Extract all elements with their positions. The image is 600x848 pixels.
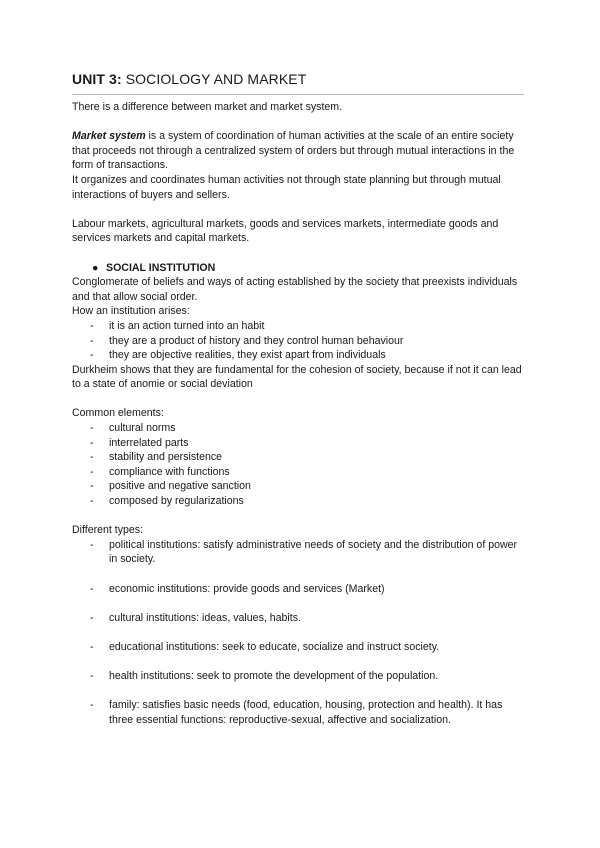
list-item: - compliance with functions <box>90 465 230 478</box>
intro-paragraph: There is a difference between market and market system. <box>72 101 343 113</box>
social-institution-heading: ● SOCIAL INSTITUTION <box>92 261 216 274</box>
document-page <box>72 70 524 728</box>
list-item: - positive and negative sanction <box>90 480 251 493</box>
list-item: - it is an action turned into an habit <box>90 319 265 332</box>
list-item: - composed by regularizations <box>90 495 244 508</box>
markets-list-paragraph: Labour markets, agricultural markets, goods and services markets, intermediate goods and services markets and capital markets. <box>72 217 499 245</box>
list-item: - political institutions: satisfy administrative needs of society and the distribution of power in society. <box>90 538 518 566</box>
list-item: - they are a product of history and they control human behaviour <box>90 334 404 347</box>
title-divider <box>72 94 524 95</box>
list-item: - cultural institutions: ideas, values, habits. <box>90 611 301 624</box>
durkheim-paragraph: Durkheim shows that they are fundamental for the cohesion of society, because if not it can lead to a state of anomie or social deviation <box>72 363 522 391</box>
list-item: - educational institutions: seek to educate, socialize and instruct society. <box>90 640 440 653</box>
types-list <box>72 538 524 728</box>
list-item: - family: satisfies basic needs (food, education, housing, protection and health). It has three essential functions: reproductive-sexual, affective and socialization. <box>90 699 503 726</box>
bullet-icon: ● <box>92 261 99 274</box>
list-item: - interrelated parts <box>90 436 189 449</box>
common-elements-list <box>72 421 524 509</box>
types-label: Different types: <box>72 524 144 537</box>
list-item: - cultural norms <box>90 422 176 435</box>
list-item: - stability and persistence <box>90 451 223 464</box>
social-institution-definition: Conglomerate of beliefs and ways of acting established by the society that preexists individuals and that allow social order. <box>72 276 518 303</box>
market-system-definition: Market system is a system of coordination of human activities at the scale of an entire society that proceeds not through a centralized system of orders but through mutual interactions in the form of transactions. <box>72 130 515 172</box>
common-elements-label: Common elements: <box>72 407 164 420</box>
arises-list <box>72 319 524 363</box>
list-item: - economic institutions: provide goods and services (Market) <box>90 582 385 595</box>
page-title: UNIT 3: SOCIOLOGY AND MARKET <box>72 71 307 87</box>
market-system-organizes: It organizes and coordinates human activities not through state planning but through mutual interactions of buyers and sellers. <box>72 173 501 201</box>
list-item: - they are objective realities, they exist apart from individuals <box>90 349 386 362</box>
list-item: - health institutions: seek to promote the development of the population. <box>90 670 439 683</box>
arises-label: How an institution arises: <box>72 305 190 318</box>
